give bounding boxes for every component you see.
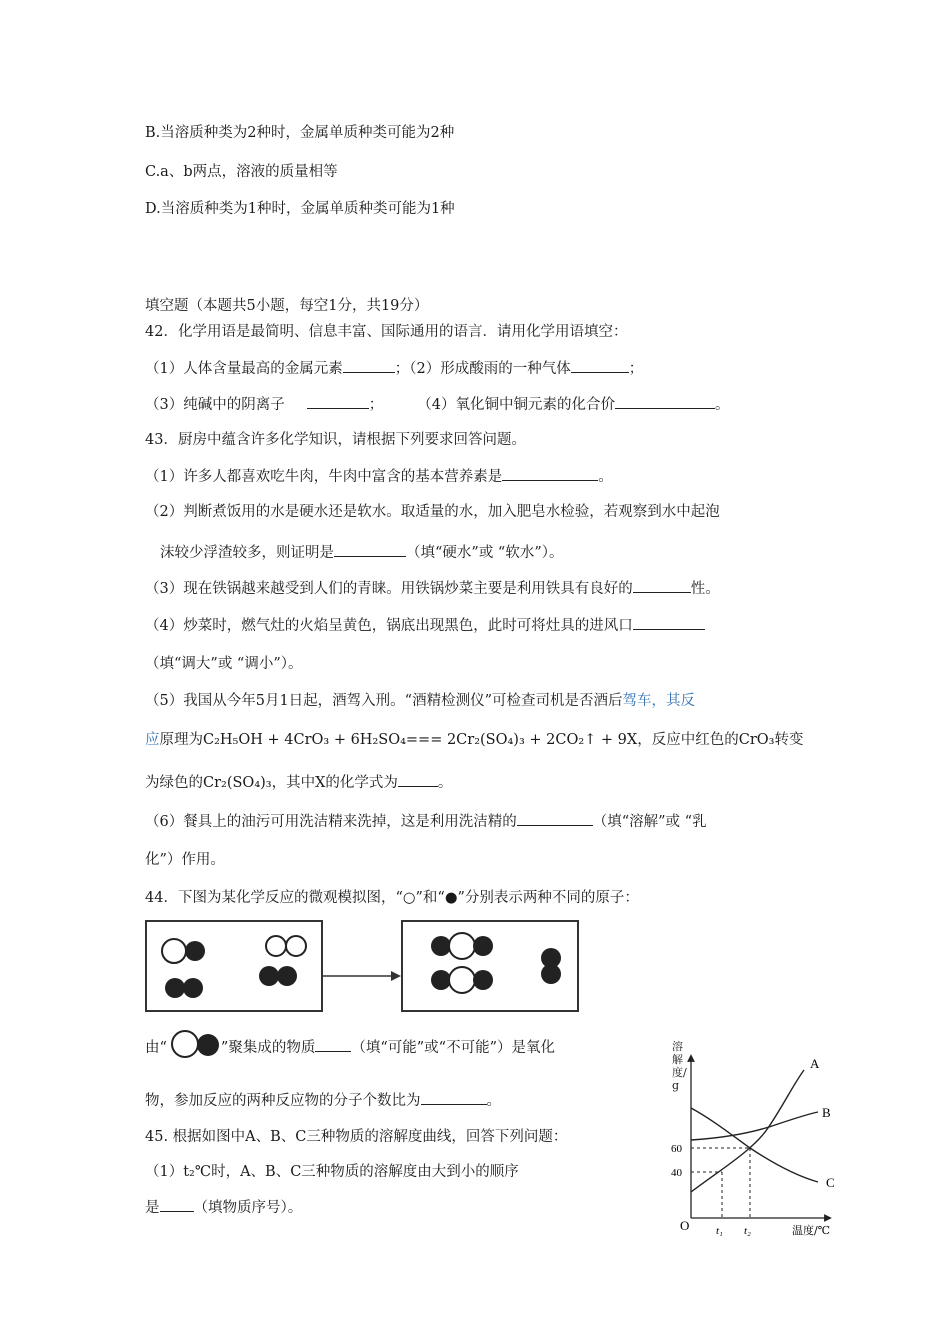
q44-a: 由“ — [145, 1040, 167, 1056]
q42-part3-end: ； — [368, 397, 384, 413]
white-atom — [285, 935, 307, 957]
blank-43-2[interactable] — [334, 542, 406, 557]
q43-5e-text: 。 — [437, 775, 453, 791]
q42-part4: （4）氧化铜中铜元素的化合价 — [417, 397, 615, 413]
white-atom — [161, 938, 187, 964]
q44-stem: 44．下图为某化学反应的微观模拟图，“○”和“●”分别表示两种不同的原子： — [145, 890, 639, 906]
q43-5d-text: 为绿色的Cr₂(SO₄)₃，其中X的化学式为 — [145, 775, 398, 791]
curve-c — [691, 1108, 818, 1182]
curve-b — [691, 1112, 818, 1140]
blank-42-1[interactable] — [343, 358, 395, 373]
blank-42-2[interactable] — [571, 358, 629, 373]
q43-6 — [145, 811, 707, 832]
curve-a — [691, 1070, 804, 1192]
q42-part4-end: 。 — [714, 397, 730, 413]
black-atom — [259, 966, 279, 986]
black-atom — [473, 970, 493, 990]
q43-2: （2）判断煮饭用的水是硬水还是软水。取适量的水，加入肥皂水检验，若观察到水中起泡 — [145, 504, 720, 520]
tick-t2: t₂ — [744, 1225, 751, 1237]
blank-43-3[interactable] — [633, 578, 691, 593]
black-atom — [473, 936, 493, 956]
y-axis-label: 溶解度/g — [672, 1040, 687, 1092]
option-d: D.当溶质种类为1种时，金属单质种类可能为1种 — [145, 201, 455, 217]
q43-5-end — [145, 772, 452, 793]
q43-5 — [145, 691, 695, 711]
q43-1-end: 。 — [598, 469, 613, 485]
blank-42-3[interactable] — [307, 394, 369, 409]
q44-b: ”聚集成的物质 — [220, 1040, 316, 1056]
q45-stem: 45. 根据如图中A、B、C三种物质的溶解度曲线，回答下列问题： — [145, 1129, 568, 1145]
q44-line2 — [145, 1090, 501, 1111]
blank-43-1[interactable] — [502, 466, 598, 481]
q42-part2: ；（2）形成酸雨的一种气体 — [394, 361, 571, 377]
q43-3 — [145, 578, 720, 599]
q43-1 — [145, 466, 613, 487]
section-title: 填空题（本题共5小题，每空1分，共19分） — [145, 298, 429, 314]
q43-1-text: （1）许多人都喜欢吃牛肉，牛肉中富含的基本营养素是 — [145, 469, 503, 485]
q43-4 — [145, 615, 705, 636]
reaction-diagram — [145, 920, 580, 1012]
q43-2c-text: （填“硬水”或 “软水”）。 — [406, 545, 564, 561]
chart-svg — [668, 1040, 848, 1240]
products-box — [401, 920, 579, 1012]
q42-line1 — [145, 358, 643, 379]
q43-6-cont: 化”）作用。 — [145, 852, 225, 868]
tick-t1: t₁ — [716, 1225, 723, 1237]
q43-5-text: （5）我国从今年5月1日起，酒驾入刑。“酒精检测仪”可检查司机是否酒后 — [145, 693, 623, 709]
q45-1c: （填物质序号）。 — [193, 1200, 303, 1216]
blank-42-4[interactable] — [615, 394, 715, 409]
option-c: C.a、b两点，溶液的质量相等 — [145, 164, 338, 180]
series-b-label: B — [822, 1105, 831, 1120]
blank-44-1[interactable] — [315, 1037, 351, 1052]
q42-part1: （1）人体含量最高的金属元素 — [145, 361, 343, 377]
black-atom — [277, 966, 297, 986]
q44-c: （填“可能”或“不可能”）是氧化 — [351, 1040, 555, 1056]
q43-4-text: （4）炒菜时，燃气灶的火焰呈黄色，锅底出现黑色，此时可将灶具的进风口 — [145, 618, 633, 634]
tick-40: 40 — [671, 1167, 682, 1179]
q43-4-cont: （填“调大”或 “调小”）。 — [145, 656, 303, 672]
q44-e: 。 — [486, 1093, 501, 1109]
q43-3-end: 性。 — [690, 581, 720, 597]
arrow-icon — [321, 920, 401, 1012]
q42-stem: 42．化学用语是最简明、信息丰富、国际通用的语言．请用化学用语填空： — [145, 324, 628, 340]
option-b: B.当溶质种类为2种时，金属单质种类可能为2种 — [145, 125, 455, 141]
q43-2-cont — [160, 542, 564, 563]
black-atom — [541, 964, 561, 984]
white-atom — [265, 935, 287, 957]
reactants-box — [145, 920, 323, 1012]
q45-1: （1）t₂℃时，A、B、C三种物质的溶解度由大到小的顺序 — [145, 1164, 519, 1180]
solubility-chart — [668, 1040, 848, 1240]
black-atom — [183, 978, 203, 998]
white-atom — [448, 932, 476, 960]
series-c-label: C — [826, 1175, 835, 1190]
q42-part2-end: ； — [628, 361, 644, 377]
tick-60: 60 — [671, 1143, 682, 1155]
x-axis-label: 温度/℃ — [792, 1224, 831, 1237]
q42-part3: （3）纯碱中的阴离子 — [145, 397, 285, 413]
q43-3-text: （3）现在铁锅越来越受到人们的青睐。用铁锅炒菜主要是利用铁具有良好的 — [145, 581, 633, 597]
q43-2b-text: 沫较少浮渣较多，则证明是 — [160, 545, 334, 561]
blank-44-2[interactable] — [421, 1090, 487, 1105]
q45-1-cont — [145, 1197, 302, 1218]
blank-43-4[interactable] — [633, 615, 705, 630]
molecule-icon — [167, 1036, 221, 1056]
q43-5-formula — [145, 730, 803, 750]
q43-5-formula-text: 原理为C₂H₅OH + 4CrO₃ + 6H₂SO₄=== 2Cr₂(SO₄)₃ + 2CO₂↑ + 9X，反应中红色的CrO₃转变 — [159, 732, 804, 748]
black-atom — [165, 978, 185, 998]
q44-line1 — [145, 1036, 555, 1058]
blank-45-1[interactable] — [160, 1197, 194, 1212]
white-atom — [448, 966, 476, 994]
black-atom — [185, 941, 205, 961]
q42-line2 — [145, 394, 729, 415]
q43-5-link[interactable]: 驾车，其反 — [622, 693, 695, 709]
q43-6b-text: （填“溶解”或 “乳 — [592, 814, 707, 830]
origin-label: O — [680, 1218, 690, 1233]
q44-d: 物，参加反应的两种反应物的分子个数比为 — [145, 1093, 421, 1109]
blank-43-6[interactable] — [517, 811, 593, 826]
q45-1b: 是 — [145, 1200, 160, 1216]
q43-stem: 43．厨房中蕴含许多化学知识，请根据下列要求回答问题。 — [145, 432, 526, 448]
series-a-label: A — [810, 1056, 820, 1071]
blank-43-5[interactable] — [398, 772, 438, 787]
q43-6-text: （6）餐具上的油污可用洗洁精来洗掉，这是利用洗洁精的 — [145, 814, 517, 830]
q43-5-link2[interactable]: 应 — [145, 732, 160, 748]
